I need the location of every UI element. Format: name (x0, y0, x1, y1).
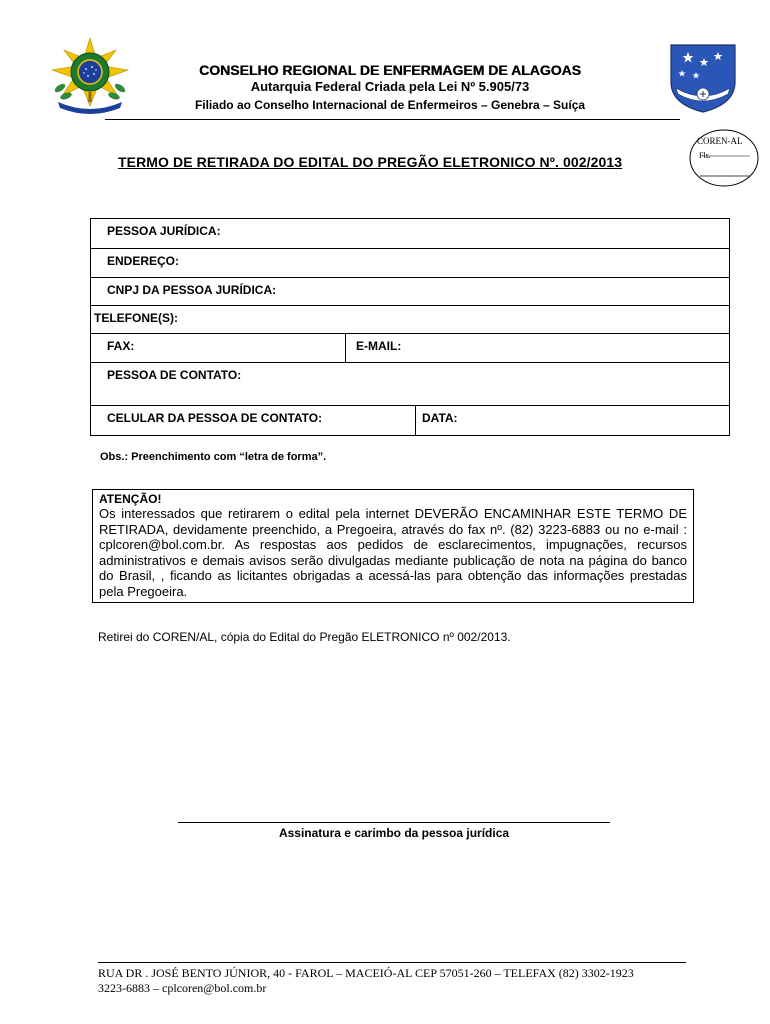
footer-line-1: RUA DR . JOSÉ BENTO JÚNIOR, 40 - FAROL – MACEIÓ-AL CEP 57051-260 – TELEFAX (82) 3302-1923 (98, 966, 634, 980)
endereco-label: ENDEREÇO: (107, 254, 180, 268)
receipt-statement: Retirei do COREN/AL, cópia do Edital do Pregão ELETRONICO nº 002/2013. (98, 630, 511, 644)
attention-body: Os interessados que retirarem o edital pela internet DEVERÃO ENCAMINHAR ESTE TERMO DE RETIRADA, devidamente preenchido, a Pregoeira, através do fax nº. (82) 3223-6883 ou no e-mail : cplcoren@bol.com.br. As respostas aos pedidos de esclarecimentos, impugnações, recursos administrativos e demais avisos serão divulgadas mediante publicação de nota na página do banco do Brasil, , ficando as licitantes obrigadas a acessá-las para obtenção das informações prestadas pela Pregoeira. (99, 506, 687, 599)
signature-line (178, 822, 610, 823)
footer-divider (98, 962, 686, 963)
header-divider (105, 119, 680, 120)
stamp-fls-label: Fls. (699, 151, 711, 160)
data-cell[interactable] (415, 406, 729, 435)
row-fax-email (91, 334, 729, 363)
org-subtitle: Autarquia Federal Criada pela Lei Nº 5.905/73 (250, 79, 530, 94)
row-telefones[interactable] (91, 306, 729, 334)
signature-label: Assinatura e carimbo da pessoa jurídica (278, 826, 510, 840)
data-label: DATA: (422, 411, 458, 425)
coren-al-shield-icon (668, 42, 738, 114)
footer-line-2: 3223-6883 – cplcoren@bol.com.br (98, 981, 267, 995)
footer-address (98, 966, 698, 996)
email-label: E-MAIL: (356, 339, 402, 353)
row-cnpj[interactable] (91, 278, 729, 306)
row-celular-data (91, 406, 729, 435)
stamp-name: COREN-AL (697, 136, 743, 146)
attention-title: ATENÇÃO! (99, 492, 162, 506)
org-name: CONSELHO REGIONAL DE ENFERMAGEM DE ALAGOAS (199, 62, 581, 78)
fill-instruction: Obs.: Preenchimento com “letra de forma”. (100, 451, 327, 463)
row-pessoa-contato[interactable] (91, 363, 729, 406)
email-cell[interactable] (345, 334, 729, 362)
document-title: TERMO DE RETIRADA DO EDITAL DO PREGÃO ELETRONICO Nº. 002/2013 (118, 154, 623, 170)
telefones-label: TELEFONE(S): (94, 311, 178, 325)
cnpj-label: CNPJ DA PESSOA JURÍDICA: (107, 283, 277, 297)
fax-label: FAX: (107, 339, 135, 353)
pessoa-contato-label: PESSOA DE CONTATO: (107, 368, 242, 382)
row-pessoa-juridica[interactable] (91, 219, 729, 249)
row-endereco[interactable] (91, 249, 729, 278)
pessoa-juridica-label: PESSOA JURÍDICA: (107, 224, 221, 238)
celular-label: CELULAR DA PESSOA DE CONTATO: (107, 411, 323, 425)
letterhead (110, 62, 670, 113)
affiliation-line: Filiado ao Conselho Internacional de Enfermeiros – Genebra – Suíça (194, 98, 586, 112)
company-info-form (90, 218, 730, 436)
attention-box (92, 489, 694, 603)
